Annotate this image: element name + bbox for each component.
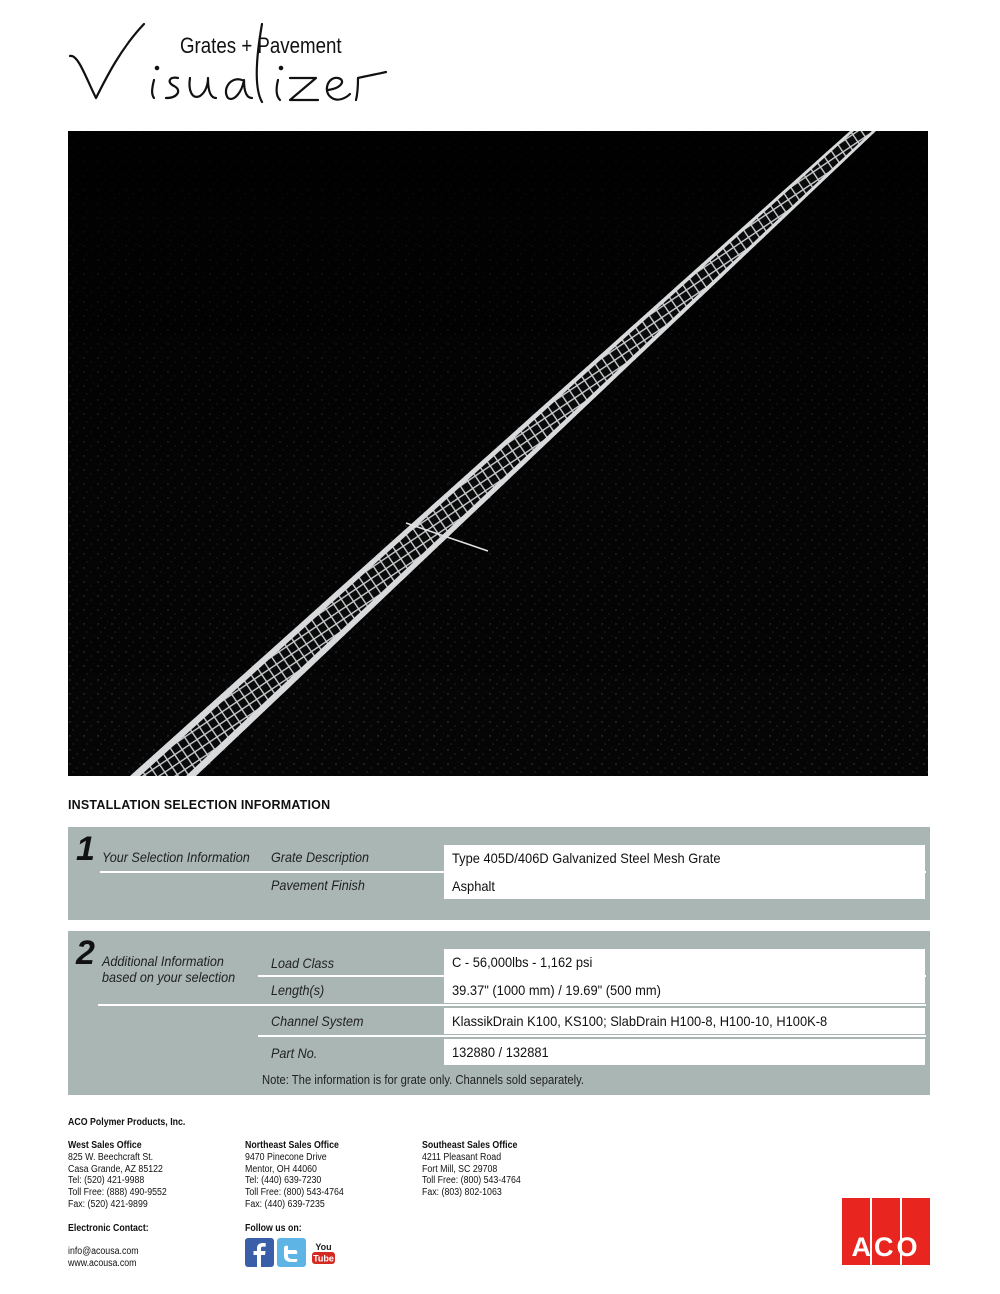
grate-pavement-photo: [68, 131, 928, 776]
row-value-lengths: 39.37" (1000 mm) / 19.69" (500 mm): [444, 977, 925, 1003]
panel-note: Note: The information is for grate only. Channels sold separately.: [262, 1073, 585, 1087]
row-key-grate-description: Grate Description: [271, 849, 370, 865]
facebook-icon[interactable]: [245, 1238, 274, 1267]
company-name: ACO Polymer Products, Inc.: [68, 1117, 186, 1128]
section-title: INSTALLATION SELECTION INFORMATION: [68, 798, 331, 812]
follow-label: Follow us on:: [245, 1223, 302, 1234]
additional-info-panel: [68, 931, 930, 1095]
step-number: 1: [76, 830, 95, 868]
row-key-load-class: Load Class: [271, 955, 335, 971]
aco-logo-text: ACO: [851, 1232, 921, 1262]
email-link[interactable]: info@acousa.com: [68, 1246, 139, 1257]
row-value-grate-description: Type 405D/406D Galvanized Steel Mesh Grate: [444, 845, 925, 871]
divider: [98, 1004, 926, 1006]
visualizer-logo: [66, 18, 391, 118]
youtube-icon[interactable]: [309, 1238, 338, 1267]
electronic-contact-label: Electronic Contact:: [68, 1223, 149, 1234]
row-key-lengths: Length(s): [271, 982, 325, 998]
row-key-channel-system: Channel System: [271, 1013, 364, 1029]
aco-logo: [842, 1198, 930, 1265]
header-tagline: Grates + Pavement: [180, 33, 342, 58]
row-value-part-no: 132880 / 132881: [444, 1039, 925, 1065]
row-value-load-class: C - 56,000lbs - 1,162 psi: [444, 949, 925, 975]
office-northeast: Northeast Sales Office 9470 Pinecone Drive Mentor, OH 44060 Tel: (440) 639-7230 Toll Free: (800) 543-4764 Fax: (440) 639-7235: [245, 1140, 344, 1210]
panel-label-line2: based on your selection: [102, 969, 236, 985]
svg-text:Tube: Tube: [313, 1253, 334, 1264]
row-key-part-no: Part No.: [271, 1045, 318, 1061]
panel-label-line1: Additional Information: [102, 953, 224, 969]
selection-info-panel: [68, 827, 930, 920]
website-link[interactable]: www.acousa.com: [68, 1258, 137, 1269]
svg-text:You: You: [315, 1242, 332, 1252]
row-value-channel-system: KlassikDrain K100, KS100; SlabDrain H100-8, H100-10, H100K-8: [444, 1008, 925, 1034]
row-value-pavement-finish: Asphalt: [444, 873, 925, 899]
office-southeast: Southeast Sales Office 4211 Pleasant Road Fort Mill, SC 29708 Toll Free: (800) 543-4764 Fax: (803) 802-1063: [422, 1140, 521, 1199]
office-west: West Sales Office 825 W. Beechcraft St. Casa Grande, AZ 85122 Tel: (520) 421-9988 Toll Free: (888) 490-9552 Fax: (520) 421-9899: [68, 1140, 167, 1210]
step-number: 2: [76, 934, 95, 972]
panel-label: Your Selection Information: [102, 849, 250, 865]
twitter-icon[interactable]: [277, 1238, 306, 1267]
divider: [258, 1035, 926, 1037]
row-key-pavement-finish: Pavement Finish: [271, 877, 365, 893]
